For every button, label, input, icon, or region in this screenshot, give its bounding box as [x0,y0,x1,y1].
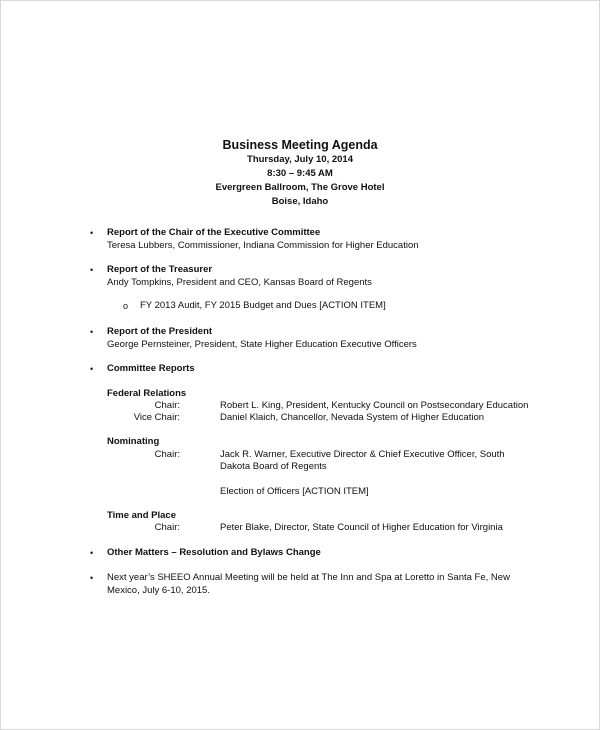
committee-heading-federal: Federal Relations [107,388,187,399]
page-title: Business Meeting Agenda [222,138,378,152]
meeting-time: 8:30 – 9:45 AM [267,168,333,179]
role-value-chair-line2: Dakota Board of Regents [220,461,327,472]
item-detail: George Pernsteiner, President, State Higher Education Executive Officers [107,338,417,350]
agenda-header [0,137,600,209]
item-title: Committee Reports [107,363,195,374]
role-value-vice-chair: Daniel Klaich, Chancellor, Nevada System of Higher Education [220,412,485,423]
item-detail: Andy Tompkins, President and CEO, Kansas Board of Regents [107,276,372,288]
next-meeting-line1: Next year’s SHEEO Annual Meeting will be held at The Inn and Spa at Loretto in Santa Fe, New [107,572,510,583]
role-label-vice-chair: Vice Chair: [133,412,180,423]
committee-heading-time-place: Time and Place [107,510,176,521]
election-item: Election of Officers [ACTION ITEM] [220,486,369,497]
role-value-chair-line1: Jack R. Warner, Executive Director & Chief Executive Officer, South [220,449,505,460]
hollow-bullet-icon: o [123,301,129,311]
item-title: Report of the President [107,326,213,337]
bullet-icon: • [90,573,94,583]
committee-heading-nominating: Nominating [107,436,160,447]
treasurer-subitem: FY 2013 Audit, FY 2015 Budget and Dues [ACTION ITEM] [140,300,386,311]
bullet-icon: • [90,265,94,275]
bullet-icon: • [90,228,94,238]
item-title: Report of the Chair of the Executive Committee [107,227,321,238]
role-value-chair: Peter Blake, Director, State Council of Higher Education for Virginia [220,522,503,533]
meeting-date: Thursday, July 10, 2014 [247,154,353,165]
item-title: Report of the Treasurer [107,264,213,275]
role-value-chair: Robert L. King, President, Kentucky Council on Postsecondary Education [220,400,529,411]
bullet-icon: • [90,364,94,374]
role-label-chair: Chair: [154,522,180,533]
bullet-icon: • [90,327,94,337]
bullet-icon: • [90,548,94,558]
role-label-chair: Chair: [154,400,180,411]
meeting-venue: Evergreen Ballroom, The Grove Hotel [215,182,385,193]
role-label-chair: Chair: [154,449,180,460]
item-detail: Teresa Lubbers, Commissioner, Indiana Commission for Higher Education [107,239,419,251]
next-meeting-line2: Mexico, July 6-10, 2015. [107,584,210,596]
item-title: Other Matters – Resolution and Bylaws Change [107,547,321,558]
meeting-location: Boise, Idaho [271,196,329,207]
